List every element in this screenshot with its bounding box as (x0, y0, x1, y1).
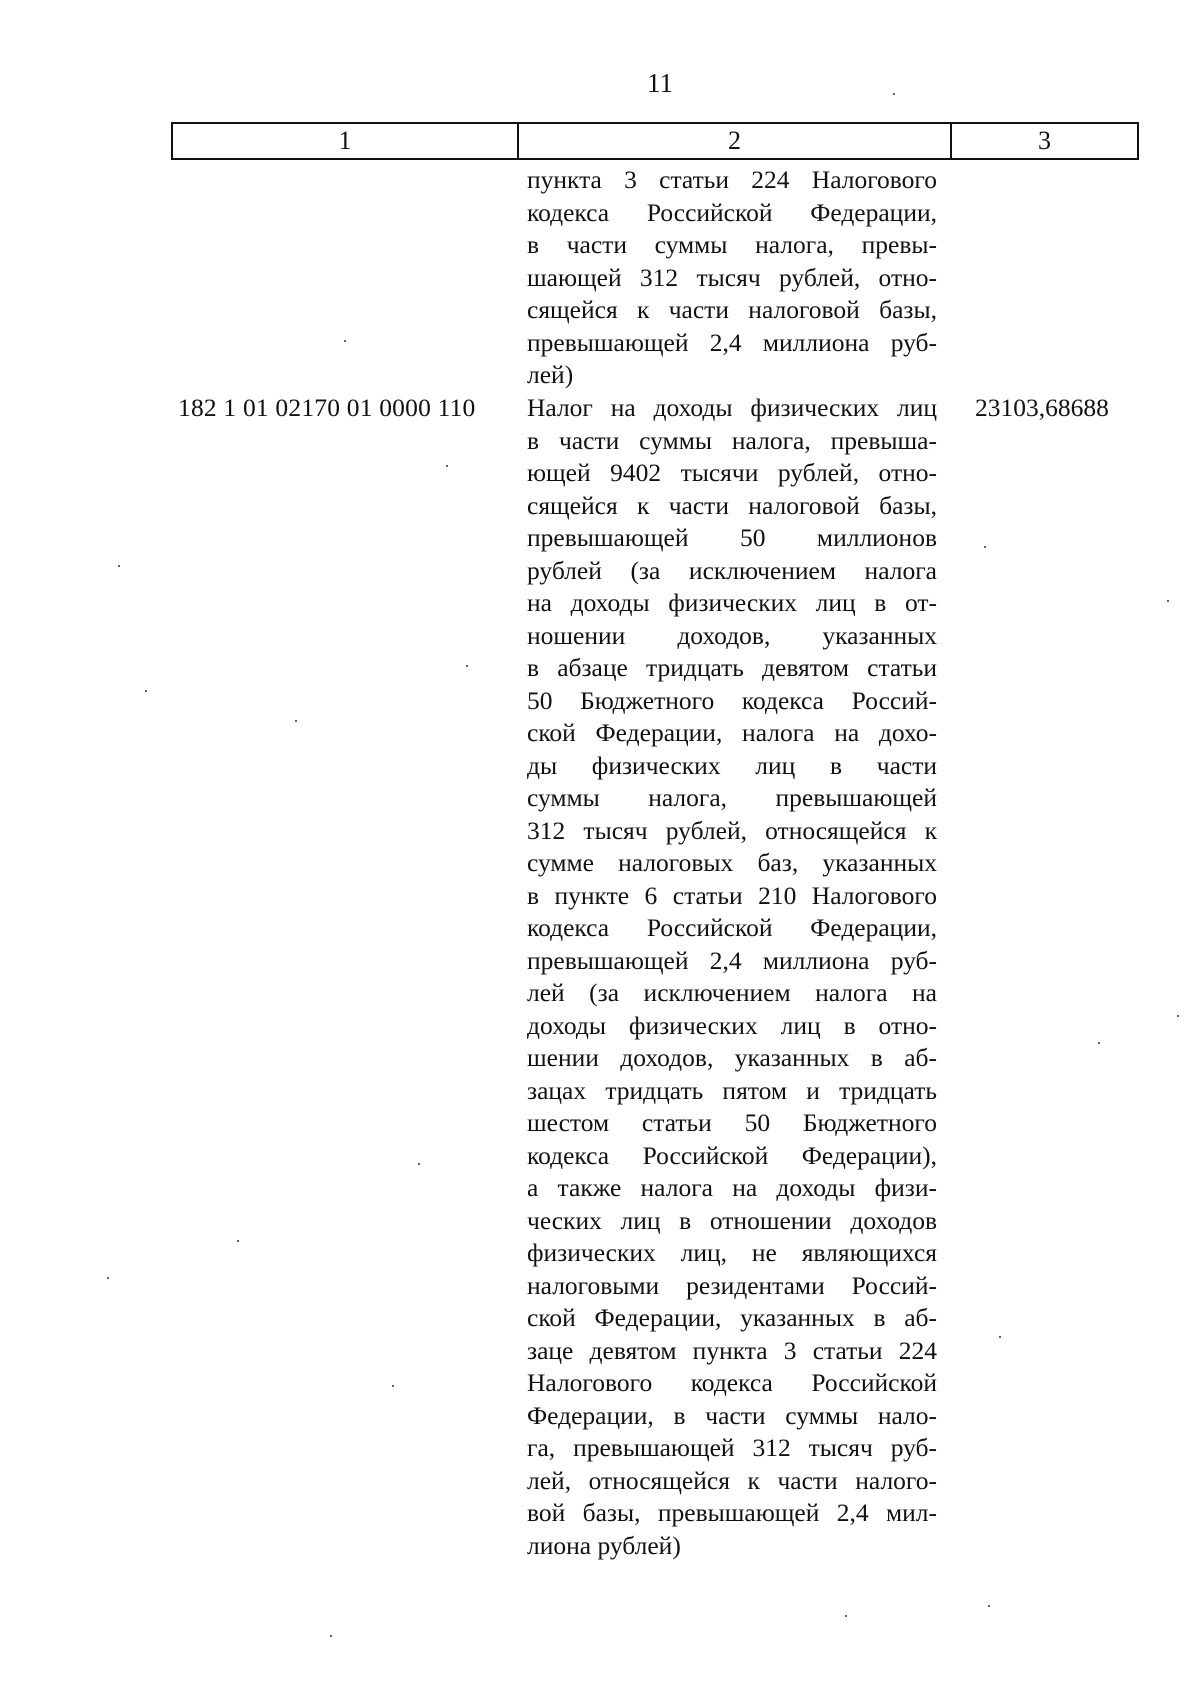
scan-speck (237, 1240, 239, 1242)
text-line: рублей (за исключением налога (527, 555, 937, 585)
scan-speck (330, 1635, 332, 1637)
text-line: превышающей 50 миллионов (527, 523, 937, 552)
text-line: а также налога на доходы физи- (527, 1173, 937, 1202)
text-line: лей, относящейся к части налого- (527, 1465, 937, 1495)
text-line: лиона рублей) (527, 1530, 681, 1560)
text-line: шающей 312 тысяч рублей, отно- (527, 262, 937, 292)
scan-speck (118, 565, 120, 567)
scan-speck (295, 720, 297, 722)
text-line: на доходы физических лиц в от- (527, 588, 937, 617)
text-line: 312 тысяч рублей, относящейся к (527, 815, 937, 845)
scan-speck (999, 1336, 1001, 1338)
text-line: суммы налога, превышающей (527, 783, 937, 812)
scan-speck (466, 665, 468, 667)
scan-speck (984, 546, 986, 548)
header-cell-1: 1 (173, 124, 519, 158)
text-line: физических лиц, не являющихся (527, 1238, 937, 1267)
text-line: ды физических лиц в части (527, 750, 937, 780)
description-text (527, 392, 937, 1562)
text-line: Налогового кодекса Российской (527, 1368, 937, 1397)
text-line: вой базы, превышающей 2,4 мил- (527, 1498, 937, 1527)
continuation-text (527, 164, 937, 392)
header-cell-3: 3 (1038, 126, 1051, 155)
text-line: превышающей 2,4 миллиона руб- (527, 945, 937, 975)
text-line: лей) (527, 360, 574, 389)
amount-value: 23103,68688 (975, 393, 1109, 422)
scan-speck (1177, 1015, 1179, 1017)
text-line: в пункте 6 статьи 210 Налогового (527, 880, 937, 910)
scan-speck (988, 1605, 990, 1607)
scan-speck (1167, 600, 1169, 602)
text-line: в части суммы налога, превыша- (527, 425, 937, 455)
scan-speck (893, 93, 895, 95)
page-number: 11 (647, 68, 673, 98)
header-cell-2: 2 (519, 124, 952, 158)
scan-speck (392, 1385, 394, 1387)
text-line: сумме налоговых баз, указанных (527, 848, 937, 877)
scan-speck (418, 1163, 420, 1165)
text-line: кодекса Российской Федерации), (527, 1140, 937, 1170)
text-line: пункта 3 статьи 224 Налогового (527, 165, 937, 194)
text-line: в части суммы налога, превы- (527, 230, 937, 259)
text-line: кодекса Российской Федерации, (527, 913, 937, 942)
text-line: налоговыми резидентами Россий- (527, 1270, 937, 1300)
text-line: кодекса Российской Федерации, (527, 197, 937, 227)
scan-speck (1098, 1042, 1100, 1044)
text-line: сящейся к части налоговой базы, (527, 295, 937, 324)
text-line: превышающей 2,4 миллиона руб- (527, 327, 937, 357)
text-line: Налог на доходы физических лиц (527, 393, 937, 422)
text-line: доходы физических лиц в отно- (527, 1010, 937, 1040)
text-line: шестом статьи 50 Бюджетного (527, 1108, 937, 1137)
text-line: сящейся к части налоговой базы, (527, 490, 937, 520)
text-line: лей (за исключением налога на (527, 978, 937, 1007)
text-line: ющей 9402 тысячи рублей, отно- (527, 458, 937, 487)
text-line: ской Федерации, указанных в аб- (527, 1303, 937, 1332)
text-line: 50 Бюджетного кодекса Россий- (527, 685, 937, 715)
scan-speck (446, 465, 448, 467)
scan-speck (845, 1615, 847, 1617)
text-line: зацах тридцать пятом и тридцать (527, 1075, 937, 1105)
text-line: ческих лиц в отношении доходов (527, 1205, 937, 1235)
scan-speck (145, 690, 147, 692)
text-line: га, превышающей 312 тысяч руб- (527, 1433, 937, 1462)
table-header-row (171, 122, 1139, 160)
budget-classification-code: 182 1 01 02170 01 0000 110 (178, 393, 476, 422)
scan-speck (344, 340, 346, 342)
text-line: заце девятом пункта 3 статьи 224 (527, 1335, 937, 1365)
text-line: ношении доходов, указанных (527, 620, 937, 650)
text-line: шении доходов, указанных в аб- (527, 1043, 937, 1072)
text-line: в абзаце тридцать девятом статьи (527, 653, 937, 682)
scan-speck (107, 1277, 109, 1279)
text-line: ской Федерации, налога на дохо- (527, 718, 937, 747)
text-line: Федерации, в части суммы нало- (527, 1400, 937, 1430)
